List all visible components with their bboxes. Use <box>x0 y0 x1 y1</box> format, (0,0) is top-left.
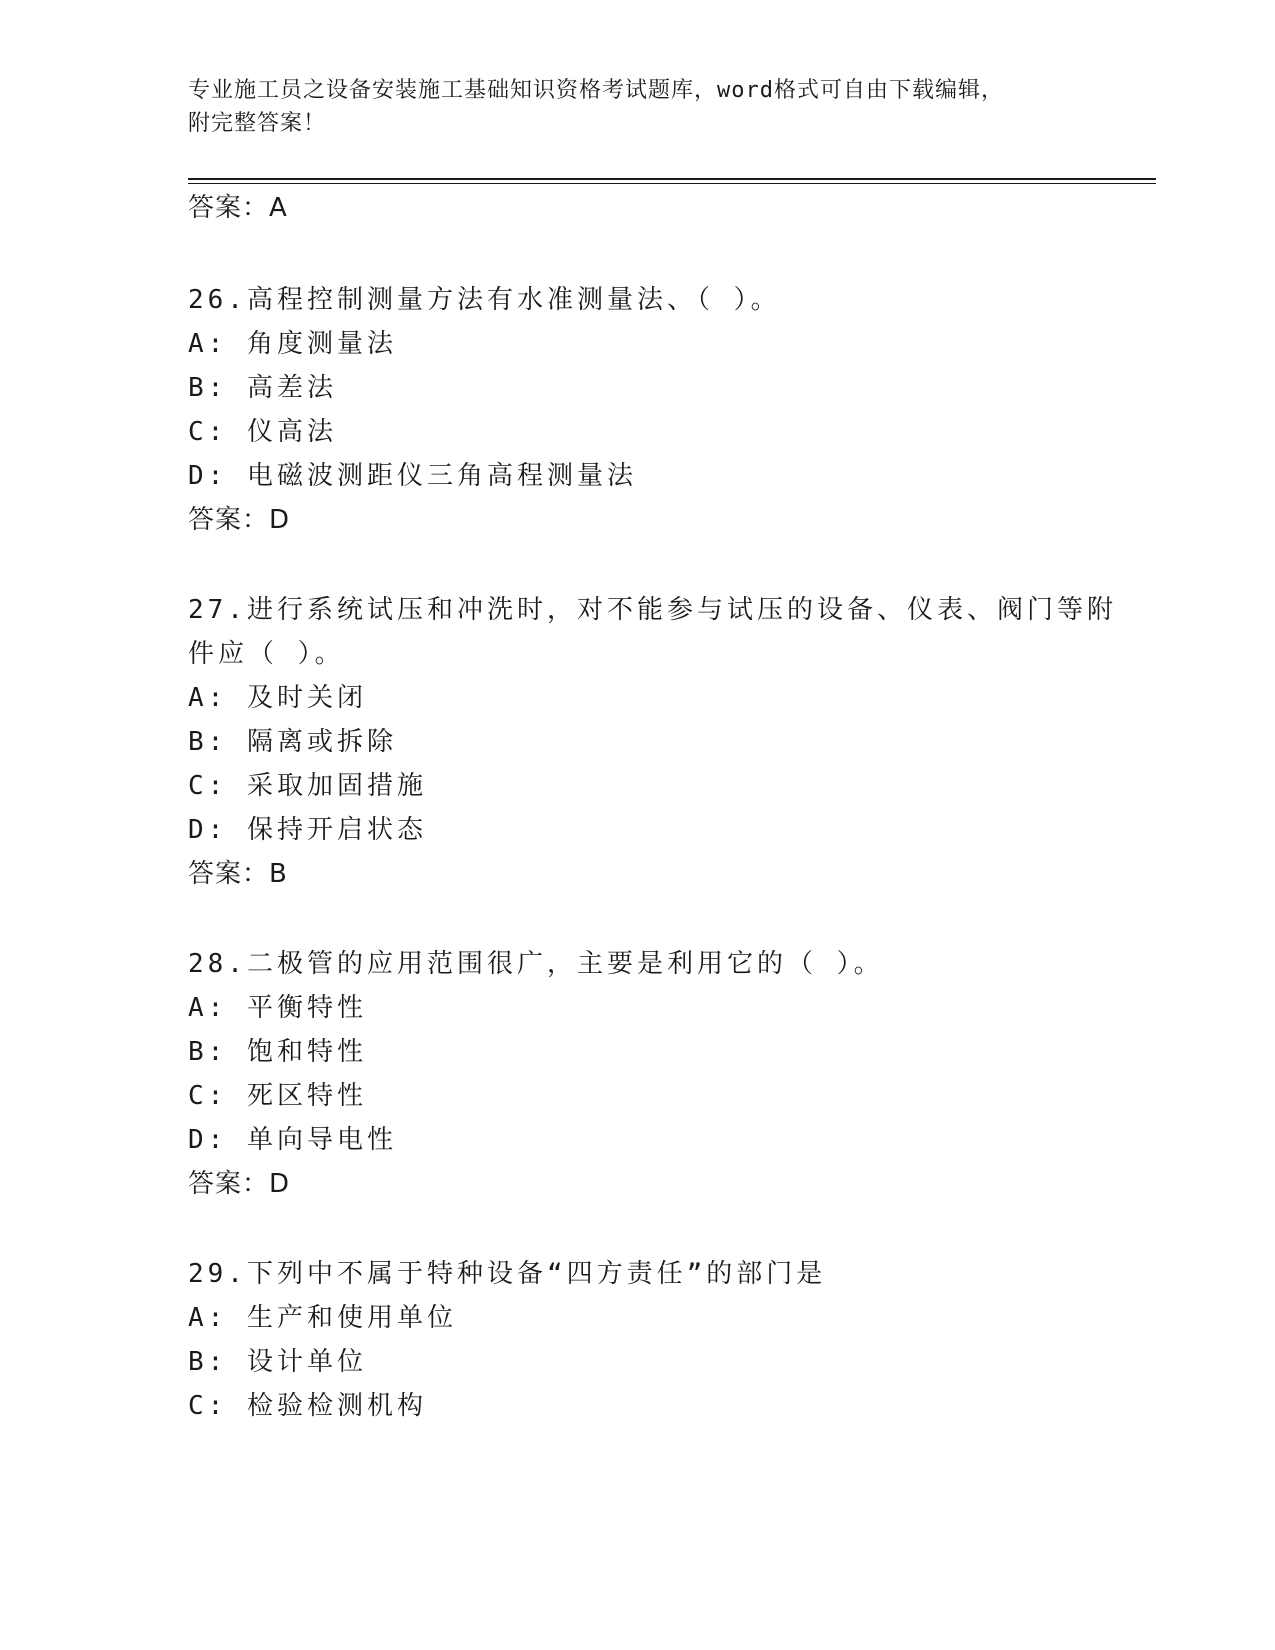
question-27-option-b: B: 隔离或拆除 <box>188 727 397 757</box>
question-28-option-a: A: 平衡特性 <box>188 993 367 1023</box>
header-line-2: 附完整答案！ <box>188 111 327 136</box>
question-28-option-b: B: 饱和特性 <box>188 1037 367 1067</box>
header-line-1: 专业施工员之设备安装施工基础知识资格考试题库，word格式可自由下载编辑， <box>188 78 1004 103</box>
answer-q25: 答案：A <box>188 193 288 223</box>
question-29-option-a: A: 生产和使用单位 <box>188 1303 457 1333</box>
question-28-stem: 28.二极管的应用范围很广，主要是利用它的（ ）。 <box>188 949 884 979</box>
question-28-option-d: D: 单向导电性 <box>188 1125 397 1155</box>
question-27-stem-line-2: 件应（ ）。 <box>188 639 345 669</box>
question-29-stem: 29.下列中不属于特种设备“四方责任”的部门是 <box>188 1259 827 1289</box>
question-28-option-c: C: 死区特性 <box>188 1081 367 1111</box>
question-27-option-c: C: 采取加固措施 <box>188 771 427 801</box>
question-26-option-d: D: 电磁波测距仪三角高程测量法 <box>188 461 637 491</box>
question-26-option-c: C: 仪高法 <box>188 417 337 447</box>
answer-q28: 答案：D <box>188 1169 291 1199</box>
question-27-option-d: D: 保持开启状态 <box>188 815 427 845</box>
answer-q27: 答案：B <box>188 859 288 889</box>
question-26-option-a: A: 角度测量法 <box>188 329 397 359</box>
header-divider-thick <box>188 178 1156 180</box>
question-26-option-b: B: 高差法 <box>188 373 337 403</box>
question-29-option-c: C: 检验检测机构 <box>188 1391 427 1421</box>
document-header <box>188 74 1088 140</box>
question-27-option-a: A: 及时关闭 <box>188 683 367 713</box>
question-29-option-b: B: 设计单位 <box>188 1347 367 1377</box>
answer-q26: 答案：D <box>188 505 291 535</box>
question-27-stem-line-1: 27.进行系统试压和冲洗时，对不能参与试压的设备、仪表、阀门等附 <box>188 595 1117 625</box>
header-divider-thin <box>188 183 1156 184</box>
question-26-stem: 26.高程控制测量方法有水准测量法、（ ）。 <box>188 285 781 315</box>
